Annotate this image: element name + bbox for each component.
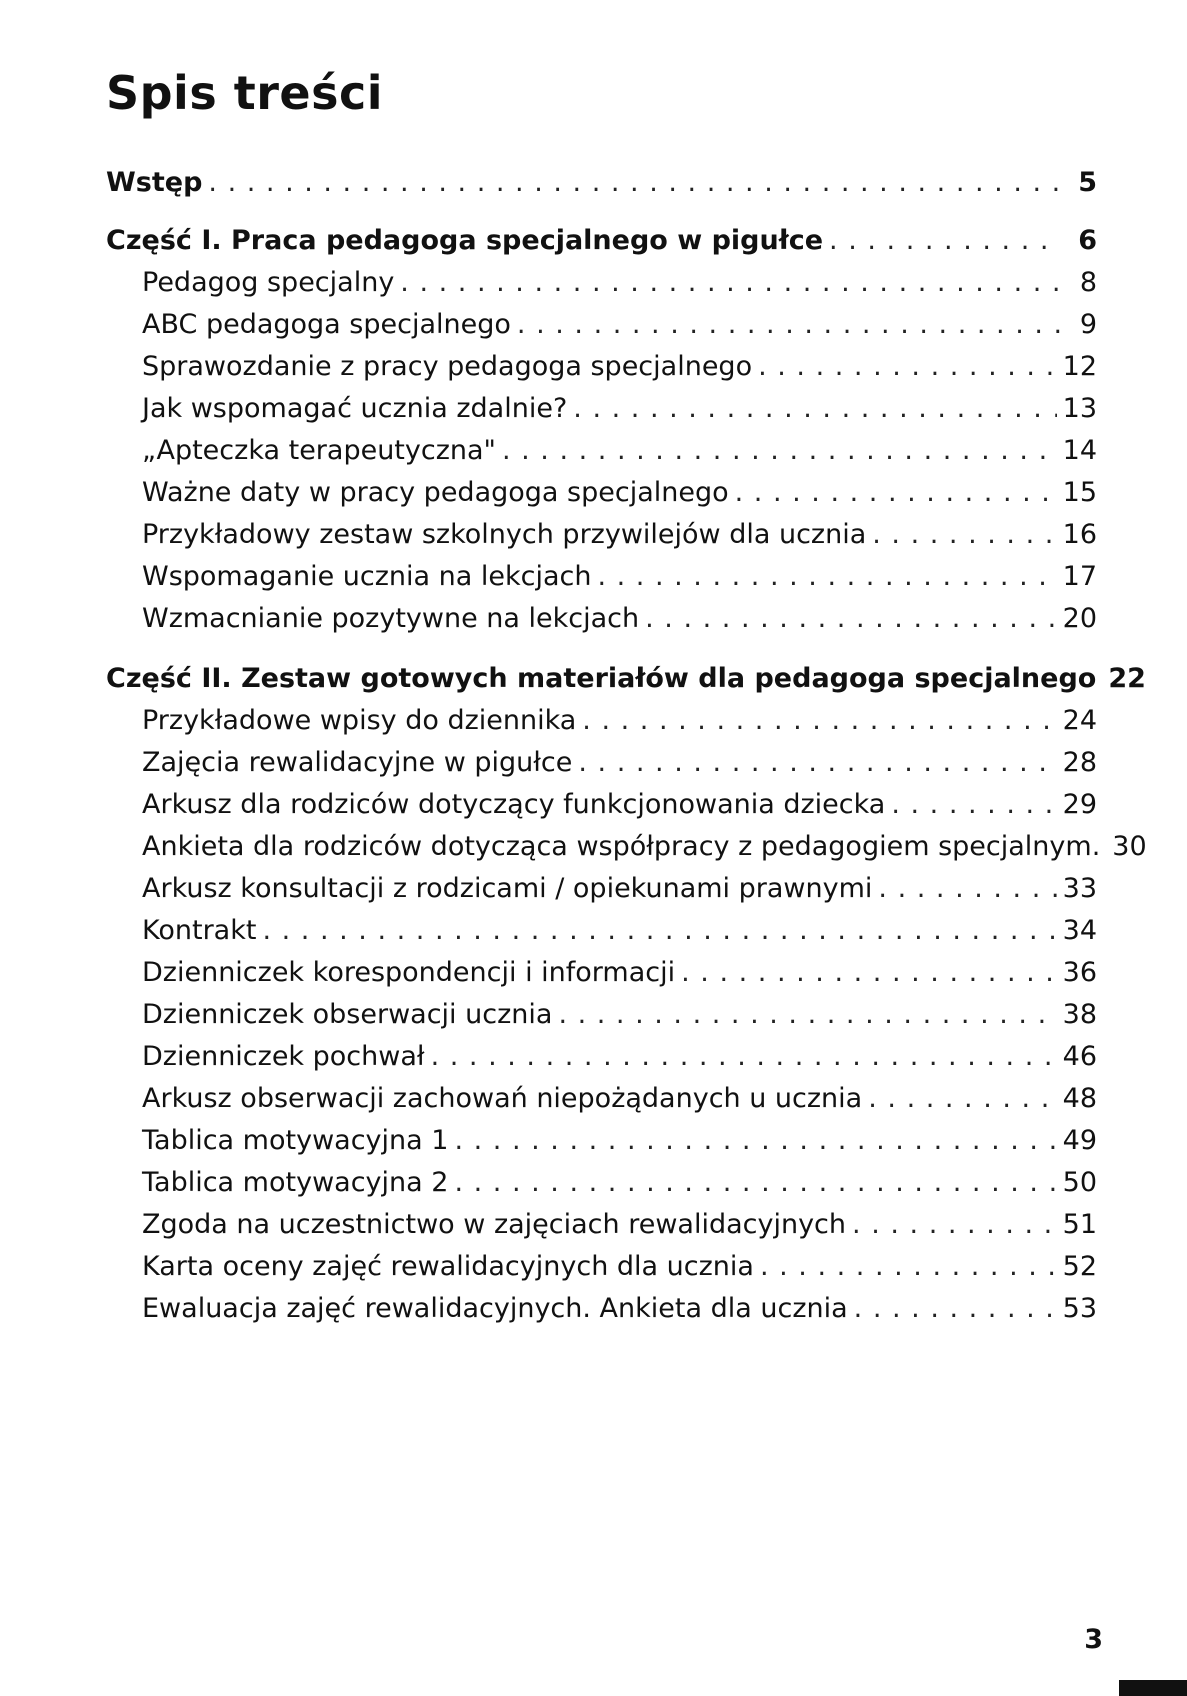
toc-entry-title: Kontrakt bbox=[142, 915, 257, 946]
dot-leader bbox=[262, 916, 1056, 946]
toc-entry[interactable] bbox=[106, 874, 1097, 916]
toc-entry-title: Część I. Praca pedagoga specjalnego w pigułce bbox=[106, 225, 824, 256]
toc-entry-title: Arkusz dla rodziców dotyczący funkcjonowania dziecka bbox=[142, 789, 886, 820]
toc-entry-title: Przykładowe wpisy do dziennika bbox=[142, 705, 577, 736]
toc-entry-page: 34 bbox=[1062, 915, 1097, 946]
toc-entry-page: 12 bbox=[1062, 351, 1097, 382]
toc-entry[interactable] bbox=[106, 310, 1097, 352]
toc-entry-title: Arkusz konsultacji z rodzicami / opiekunami prawnymi bbox=[142, 873, 873, 904]
toc-entry-part[interactable] bbox=[106, 226, 1097, 268]
dot-leader bbox=[454, 1126, 1056, 1156]
toc-entry-part[interactable] bbox=[106, 663, 1146, 706]
toc-entry-title: Wspomaganie ucznia na lekcjach bbox=[142, 561, 592, 592]
toc-entry-part[interactable] bbox=[106, 168, 1097, 210]
dot-leader bbox=[582, 706, 1056, 736]
toc-entry-title: Dzienniczek korespondencji i informacji bbox=[142, 957, 676, 988]
dot-leader bbox=[735, 478, 1057, 508]
toc-entry[interactable] bbox=[106, 790, 1097, 832]
corner-bar bbox=[1119, 1680, 1187, 1696]
toc-entry[interactable] bbox=[106, 1042, 1097, 1084]
toc-entry-page: 33 bbox=[1062, 873, 1097, 904]
toc-entry[interactable] bbox=[106, 562, 1097, 604]
toc-entry-title: Pedagog specjalny bbox=[142, 267, 395, 298]
toc-entry-title: Sprawozdanie z pracy pedagoga specjalnego bbox=[142, 351, 753, 382]
toc-entry[interactable] bbox=[106, 958, 1097, 1000]
toc-entry-title: Wstęp bbox=[106, 167, 203, 198]
toc-entry-title: Przykładowy zestaw szkolnych przywilejów dla ucznia bbox=[142, 519, 867, 550]
dot-leader bbox=[558, 1000, 1056, 1030]
toc-entry-page: 22 bbox=[1108, 663, 1146, 694]
dot-leader bbox=[597, 562, 1056, 592]
dot-leader bbox=[454, 1168, 1056, 1198]
page-number: 3 bbox=[1084, 1624, 1103, 1655]
toc-entry-page: 20 bbox=[1062, 603, 1097, 634]
toc-entry-title: Jak wspomagać ucznia zdalnie? bbox=[142, 393, 568, 424]
toc-entry-page: 6 bbox=[1078, 225, 1097, 256]
toc-entry[interactable] bbox=[106, 1210, 1097, 1252]
toc-entry[interactable] bbox=[106, 268, 1097, 310]
toc-entry-page: 46 bbox=[1062, 1041, 1097, 1072]
toc-entry[interactable] bbox=[106, 1084, 1097, 1126]
toc-entry-page: 51 bbox=[1062, 1209, 1097, 1240]
toc-entry-page: 30 bbox=[1112, 831, 1147, 862]
toc-entry-page: 53 bbox=[1062, 1293, 1097, 1324]
dot-leader bbox=[681, 958, 1057, 988]
toc-entry-title: Zajęcia rewalidacyjne w pigułce bbox=[142, 747, 573, 778]
toc-entry-title: Tablica motywacyjna 2 bbox=[142, 1167, 449, 1198]
toc-entry[interactable] bbox=[106, 1294, 1097, 1336]
dot-leader bbox=[517, 310, 1061, 340]
toc-entry-page: 38 bbox=[1062, 999, 1097, 1030]
toc-entry-page: 52 bbox=[1062, 1251, 1097, 1282]
toc-entry-title: Wzmacnianie pozytywne na lekcjach bbox=[142, 603, 640, 634]
table-of-contents bbox=[106, 167, 1147, 1336]
toc-entry-title: Zgoda na uczestnictwo w zajęciach rewalidacyjnych bbox=[142, 1209, 847, 1240]
toc-entry-page: 50 bbox=[1062, 1167, 1097, 1198]
dot-leader bbox=[573, 394, 1056, 424]
dot-leader bbox=[868, 1084, 1056, 1114]
toc-entry-page: 28 bbox=[1062, 747, 1097, 778]
dot-leader bbox=[854, 1294, 1057, 1324]
toc-entry[interactable] bbox=[106, 352, 1097, 394]
toc-entry-title: Karta oceny zajęć rewalidacyjnych dla ucznia bbox=[142, 1251, 754, 1282]
dot-leader bbox=[208, 168, 1061, 198]
toc-entry-title: Ewaluacja zajęć rewalidacyjnych. Ankieta dla ucznia bbox=[142, 1293, 848, 1324]
toc-entry[interactable] bbox=[106, 1252, 1097, 1294]
toc-entry-title: ABC pedagoga specjalnego bbox=[142, 309, 511, 340]
dot-leader bbox=[760, 1252, 1057, 1282]
toc-entry-page: 5 bbox=[1078, 167, 1097, 198]
page-title: Spis treści bbox=[106, 66, 384, 120]
toc-entry-page: 15 bbox=[1062, 477, 1097, 508]
toc-entry[interactable] bbox=[106, 436, 1097, 478]
toc-entry[interactable] bbox=[106, 1126, 1097, 1168]
toc-entry[interactable] bbox=[106, 748, 1097, 790]
toc-entry-page: 14 bbox=[1062, 435, 1097, 466]
toc-entry-page: 36 bbox=[1062, 957, 1097, 988]
dot-leader bbox=[829, 226, 1061, 256]
toc-entry-page: 48 bbox=[1062, 1083, 1097, 1114]
toc-entry-title: Ankieta dla rodziców dotycząca współpracy z pedagogiem specjalnym. bbox=[142, 831, 1101, 862]
toc-entry-page: 16 bbox=[1062, 519, 1097, 550]
dot-leader bbox=[502, 436, 1057, 466]
toc-entry[interactable] bbox=[106, 916, 1097, 958]
toc-entry[interactable] bbox=[106, 706, 1097, 748]
toc-entry[interactable] bbox=[106, 478, 1097, 520]
dot-leader bbox=[431, 1042, 1057, 1072]
dot-leader bbox=[878, 874, 1056, 904]
dot-leader bbox=[645, 604, 1057, 634]
toc-entry-title: Dzienniczek pochwał bbox=[142, 1041, 425, 1072]
toc-entry[interactable] bbox=[106, 831, 1147, 874]
dot-leader bbox=[400, 268, 1061, 298]
toc-entry-page: 13 bbox=[1062, 393, 1097, 424]
toc-entry[interactable] bbox=[106, 520, 1097, 562]
toc-entry-title: „Apteczka terapeutyczna" bbox=[142, 435, 496, 466]
toc-entry-page: 24 bbox=[1062, 705, 1097, 736]
toc-entry-page: 9 bbox=[1079, 309, 1097, 340]
toc-entry-title: Arkusz obserwacji zachowań niepożądanych u ucznia bbox=[142, 1083, 863, 1114]
toc-entry[interactable] bbox=[106, 394, 1097, 436]
toc-entry-title: Tablica motywacyjna 1 bbox=[142, 1125, 449, 1156]
dot-leader bbox=[891, 790, 1056, 820]
toc-entry[interactable] bbox=[106, 1168, 1097, 1210]
toc-entry-page: 29 bbox=[1062, 789, 1097, 820]
toc-entry[interactable] bbox=[106, 604, 1097, 646]
toc-entry-title: Dzienniczek obserwacji ucznia bbox=[142, 999, 553, 1030]
dot-leader bbox=[852, 1210, 1057, 1240]
toc-entry-page: 17 bbox=[1062, 561, 1097, 592]
dot-leader bbox=[578, 748, 1056, 778]
toc-entry-page: 8 bbox=[1079, 267, 1097, 298]
toc-entry-title: Ważne daty w pracy pedagoga specjalnego bbox=[142, 477, 729, 508]
dot-leader bbox=[758, 352, 1057, 382]
toc-entry[interactable] bbox=[106, 1000, 1097, 1042]
toc-entry-page: 49 bbox=[1062, 1125, 1097, 1156]
dot-leader bbox=[872, 520, 1056, 550]
toc-entry-title: Część II. Zestaw gotowych materiałów dla pedagoga specjalnego bbox=[106, 663, 1097, 694]
